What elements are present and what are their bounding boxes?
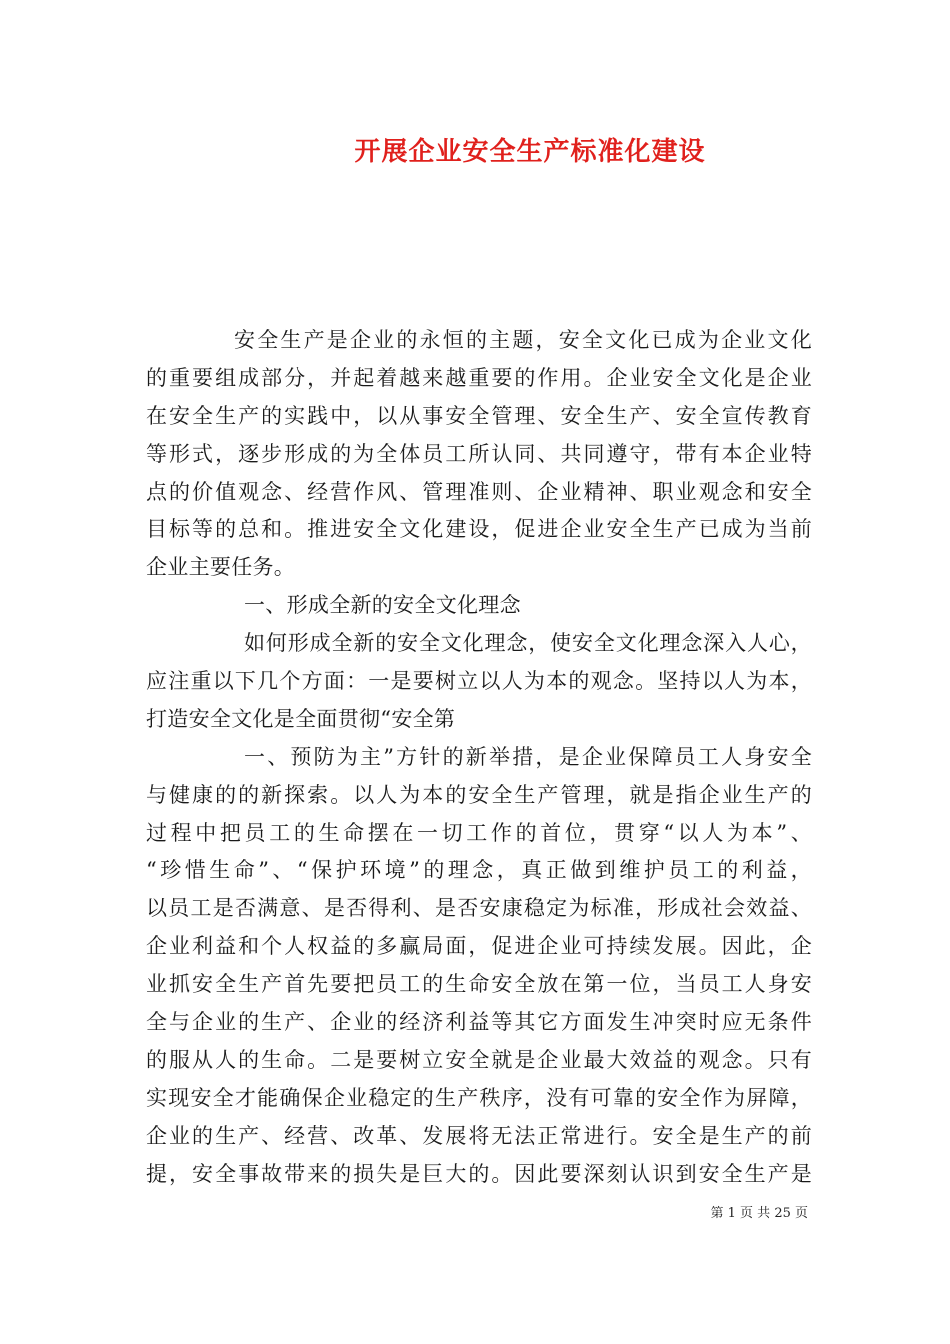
paragraph-line: 应注重以下几个方面：一是要树立以人为本的观念。坚持以人为本，	[146, 669, 812, 694]
paragraph-line: 提，安全事故带来的损失是巨大的。因此要深刻认识到安全生产是	[146, 1161, 812, 1186]
paragraph-line: 与健康的的新探索。以人为本的安全生产管理，就是指企业生产的	[146, 782, 812, 807]
paragraph-line: “珍惜生命”、“保护环境”的理念，真正做到维护员工的利益，	[146, 858, 812, 883]
paragraph-line: 如何形成全新的安全文化理念，使安全文化理念深入人心，	[244, 631, 812, 656]
paragraph-line: 实现安全才能确保企业稳定的生产秩序，没有可靠的安全作为屏障，	[146, 1085, 812, 1110]
paragraph-line: 等形式，逐步形成的为全体员工所认同、共同遵守，带有本企业特	[146, 441, 812, 466]
paragraph-line: 企业主要任务。	[146, 555, 296, 580]
paragraph-line: 点的价值观念、经营作风、管理准则、企业精神、职业观念和安全	[146, 479, 812, 504]
document-body	[146, 322, 812, 1193]
section-heading: 一、形成全新的安全文化理念	[244, 593, 521, 618]
paragraph-line: 企业利益和个人权益的多赢局面，促进企业可持续发展。因此，企	[146, 934, 812, 959]
document-title: 开展企业安全生产标准化建设	[354, 137, 706, 167]
paragraph-line: 以员工是否满意、是否得利、是否安康稳定为标准，形成社会效益、	[146, 896, 812, 921]
paragraph-line: 企业的生产、经营、改革、发展将无法正常进行。安全是生产的前	[146, 1123, 812, 1148]
page-number-footer: 第 1 页 共 25 页	[710, 1206, 808, 1221]
paragraph-line: 打造安全文化是全面贯彻“安全第	[146, 706, 456, 731]
paragraph-line: 目标等的总和。推进安全文化建设，促进企业安全生产已成为当前	[146, 517, 812, 542]
paragraph-line: 的服从人的生命。二是要树立安全就是企业最大效益的观念。只有	[146, 1047, 812, 1072]
paragraph-line: 业抓安全生产首先要把员工的生命安全放在第一位，当员工人身安	[146, 972, 812, 997]
paragraph-line: 全与企业的生产、企业的经济利益等其它方面发生冲突时应无条件	[146, 1010, 812, 1035]
paragraph-line: 在安全生产的实践中，以从事安全管理、安全生产、安全宣传教育	[146, 403, 812, 428]
paragraph-line: 一、预防为主”方针的新举措，是企业保障员工人身安全	[244, 744, 812, 769]
paragraph-line: 过程中把员工的生命摆在一切工作的首位，贯穿“以人为本”、	[146, 820, 812, 845]
paragraph-line: 的重要组成部分，并起着越来越重要的作用。企业安全文化是企业	[146, 365, 812, 390]
paragraph-line: 安全生产是企业的永恒的主题，安全文化已成为企业文化	[234, 328, 812, 352]
